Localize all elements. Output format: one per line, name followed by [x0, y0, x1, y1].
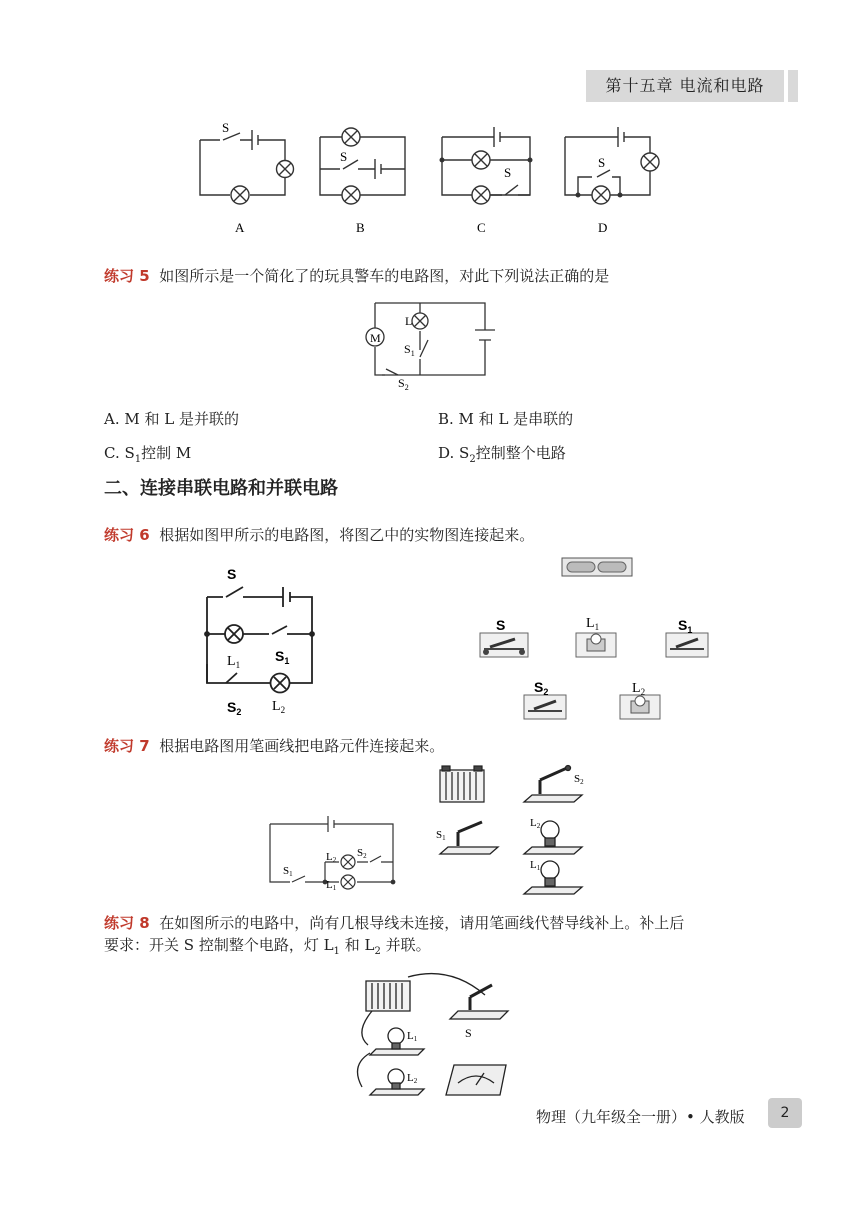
component-s2-label: $S_2$ [534, 679, 549, 697]
switch-s1-label: $S_1$ [275, 648, 290, 666]
l1-label: L1 [326, 879, 337, 892]
motor-label: M [370, 331, 381, 345]
component-s1-label: $S_1$ [678, 617, 693, 635]
switch-s1-label: $S_1$ [404, 342, 415, 358]
header-bar-decoration [788, 70, 798, 102]
lamp-l2-component-icon [620, 695, 660, 719]
switch-label-c: S [504, 165, 512, 180]
s1-real-label: S1 [436, 829, 446, 842]
exercise-6-label: 练习 6 [104, 526, 150, 544]
exercise-6-circuit-diagram [195, 562, 325, 717]
battery-pack-icon [366, 981, 410, 1011]
switch-label-a: S [222, 120, 230, 135]
exercise-8-text-line-1: 在如图所示的电路中，尚有几根导线未连接，请用笔画线代替导线补上。补上后 [159, 914, 685, 932]
option-b: B. M 和 L 是串联的 [438, 410, 574, 428]
exercise-8-physical-circuit [350, 965, 515, 1105]
s2-label: S2 [357, 847, 367, 860]
exercise-8-question-line-1 [104, 912, 684, 934]
figure-label-d: D [598, 220, 608, 235]
exercise-5-label: 练习 5 [104, 267, 150, 285]
ammeter-icon [446, 1065, 506, 1095]
switch-s1-component-icon [666, 633, 708, 657]
exercise-6-text: 根据如图甲所示的电路图，将图乙中的实物图连接起来。 [159, 526, 535, 544]
switch-s-label: S [227, 566, 237, 582]
switch-s1-icon [440, 822, 498, 854]
component-l1-label: $L_1$ [586, 616, 600, 632]
switch-s2-component-icon [524, 695, 566, 719]
switch-s-label: S [465, 1026, 472, 1040]
exercise-7-physical-components [432, 762, 612, 907]
l2-label: L2 [407, 1072, 418, 1085]
book-title-footer: 物理（九年级全一册）• 人教版 [536, 1108, 745, 1126]
circuit-figure-a [200, 130, 294, 204]
battery-holder-icon [562, 558, 632, 576]
l1-label: L1 [407, 1030, 418, 1043]
option-c: C. $S_1$控制 M [104, 444, 192, 465]
exercise-6-question [104, 524, 534, 546]
switch-s2-label: $S_2$ [398, 376, 409, 390]
exercise-5-text: 如图所示是一个简化了的玩具警车的电路图，对此下列说法正确的是 [159, 267, 610, 285]
lamp-l1-label: $L_1$ [227, 654, 241, 670]
s2-real-label: S2 [574, 773, 584, 786]
lamp-label: L [405, 314, 413, 328]
figure-label-c: C [477, 220, 486, 235]
switch-s2-label: $S_2$ [227, 699, 242, 717]
exercise-7-circuit-diagram [265, 812, 400, 892]
l1-real-label: L1 [530, 859, 541, 872]
s1-label: S1 [283, 865, 293, 878]
battery-pack-icon [440, 766, 484, 802]
component-s-label: S [496, 617, 506, 633]
exercise-6-physical-components [470, 555, 720, 725]
lamp-l1-component-icon [576, 633, 616, 657]
section-title: 二、连接串联电路和并联电路 [104, 478, 338, 499]
figure-label-b: B [356, 220, 365, 235]
circuit-figure-c [440, 127, 532, 204]
option-d: D. $S_2$控制整个电路 [438, 444, 566, 465]
exercise-8-question-line-2: 要求：开关 S 控制整个电路，灯 $L_1$ 和 $L_2$ 并联。 [104, 936, 431, 957]
exercise-8-label: 练习 8 [104, 914, 150, 932]
switch-s-component-icon [480, 633, 528, 657]
exercise-7-text: 根据电路图用笔画线把电路元件连接起来。 [159, 737, 445, 755]
exercise-7-question [104, 735, 444, 757]
exercise-5-question [104, 265, 609, 287]
component-l2-label: $L_2$ [632, 681, 646, 697]
page-number: 2 [768, 1098, 802, 1128]
figure-label-a: A [235, 220, 245, 235]
l2-label: L2 [326, 851, 337, 864]
chapter-header: 第十五章 电流和电路 [586, 70, 784, 102]
circuit-figure-d [565, 127, 659, 204]
exercise-7-label: 练习 7 [104, 737, 150, 755]
l2-real-label: L2 [530, 817, 541, 830]
option-a: A. M 和 L 是并联的 [104, 410, 239, 428]
lamp-l2-label: $L_2$ [272, 699, 286, 715]
exercise-5-circuit [360, 295, 500, 390]
circuit-figure-b [320, 128, 405, 204]
switch-label-b: S [340, 149, 348, 164]
top-circuit-figures [190, 115, 680, 240]
switch-label-d: S [598, 155, 606, 170]
